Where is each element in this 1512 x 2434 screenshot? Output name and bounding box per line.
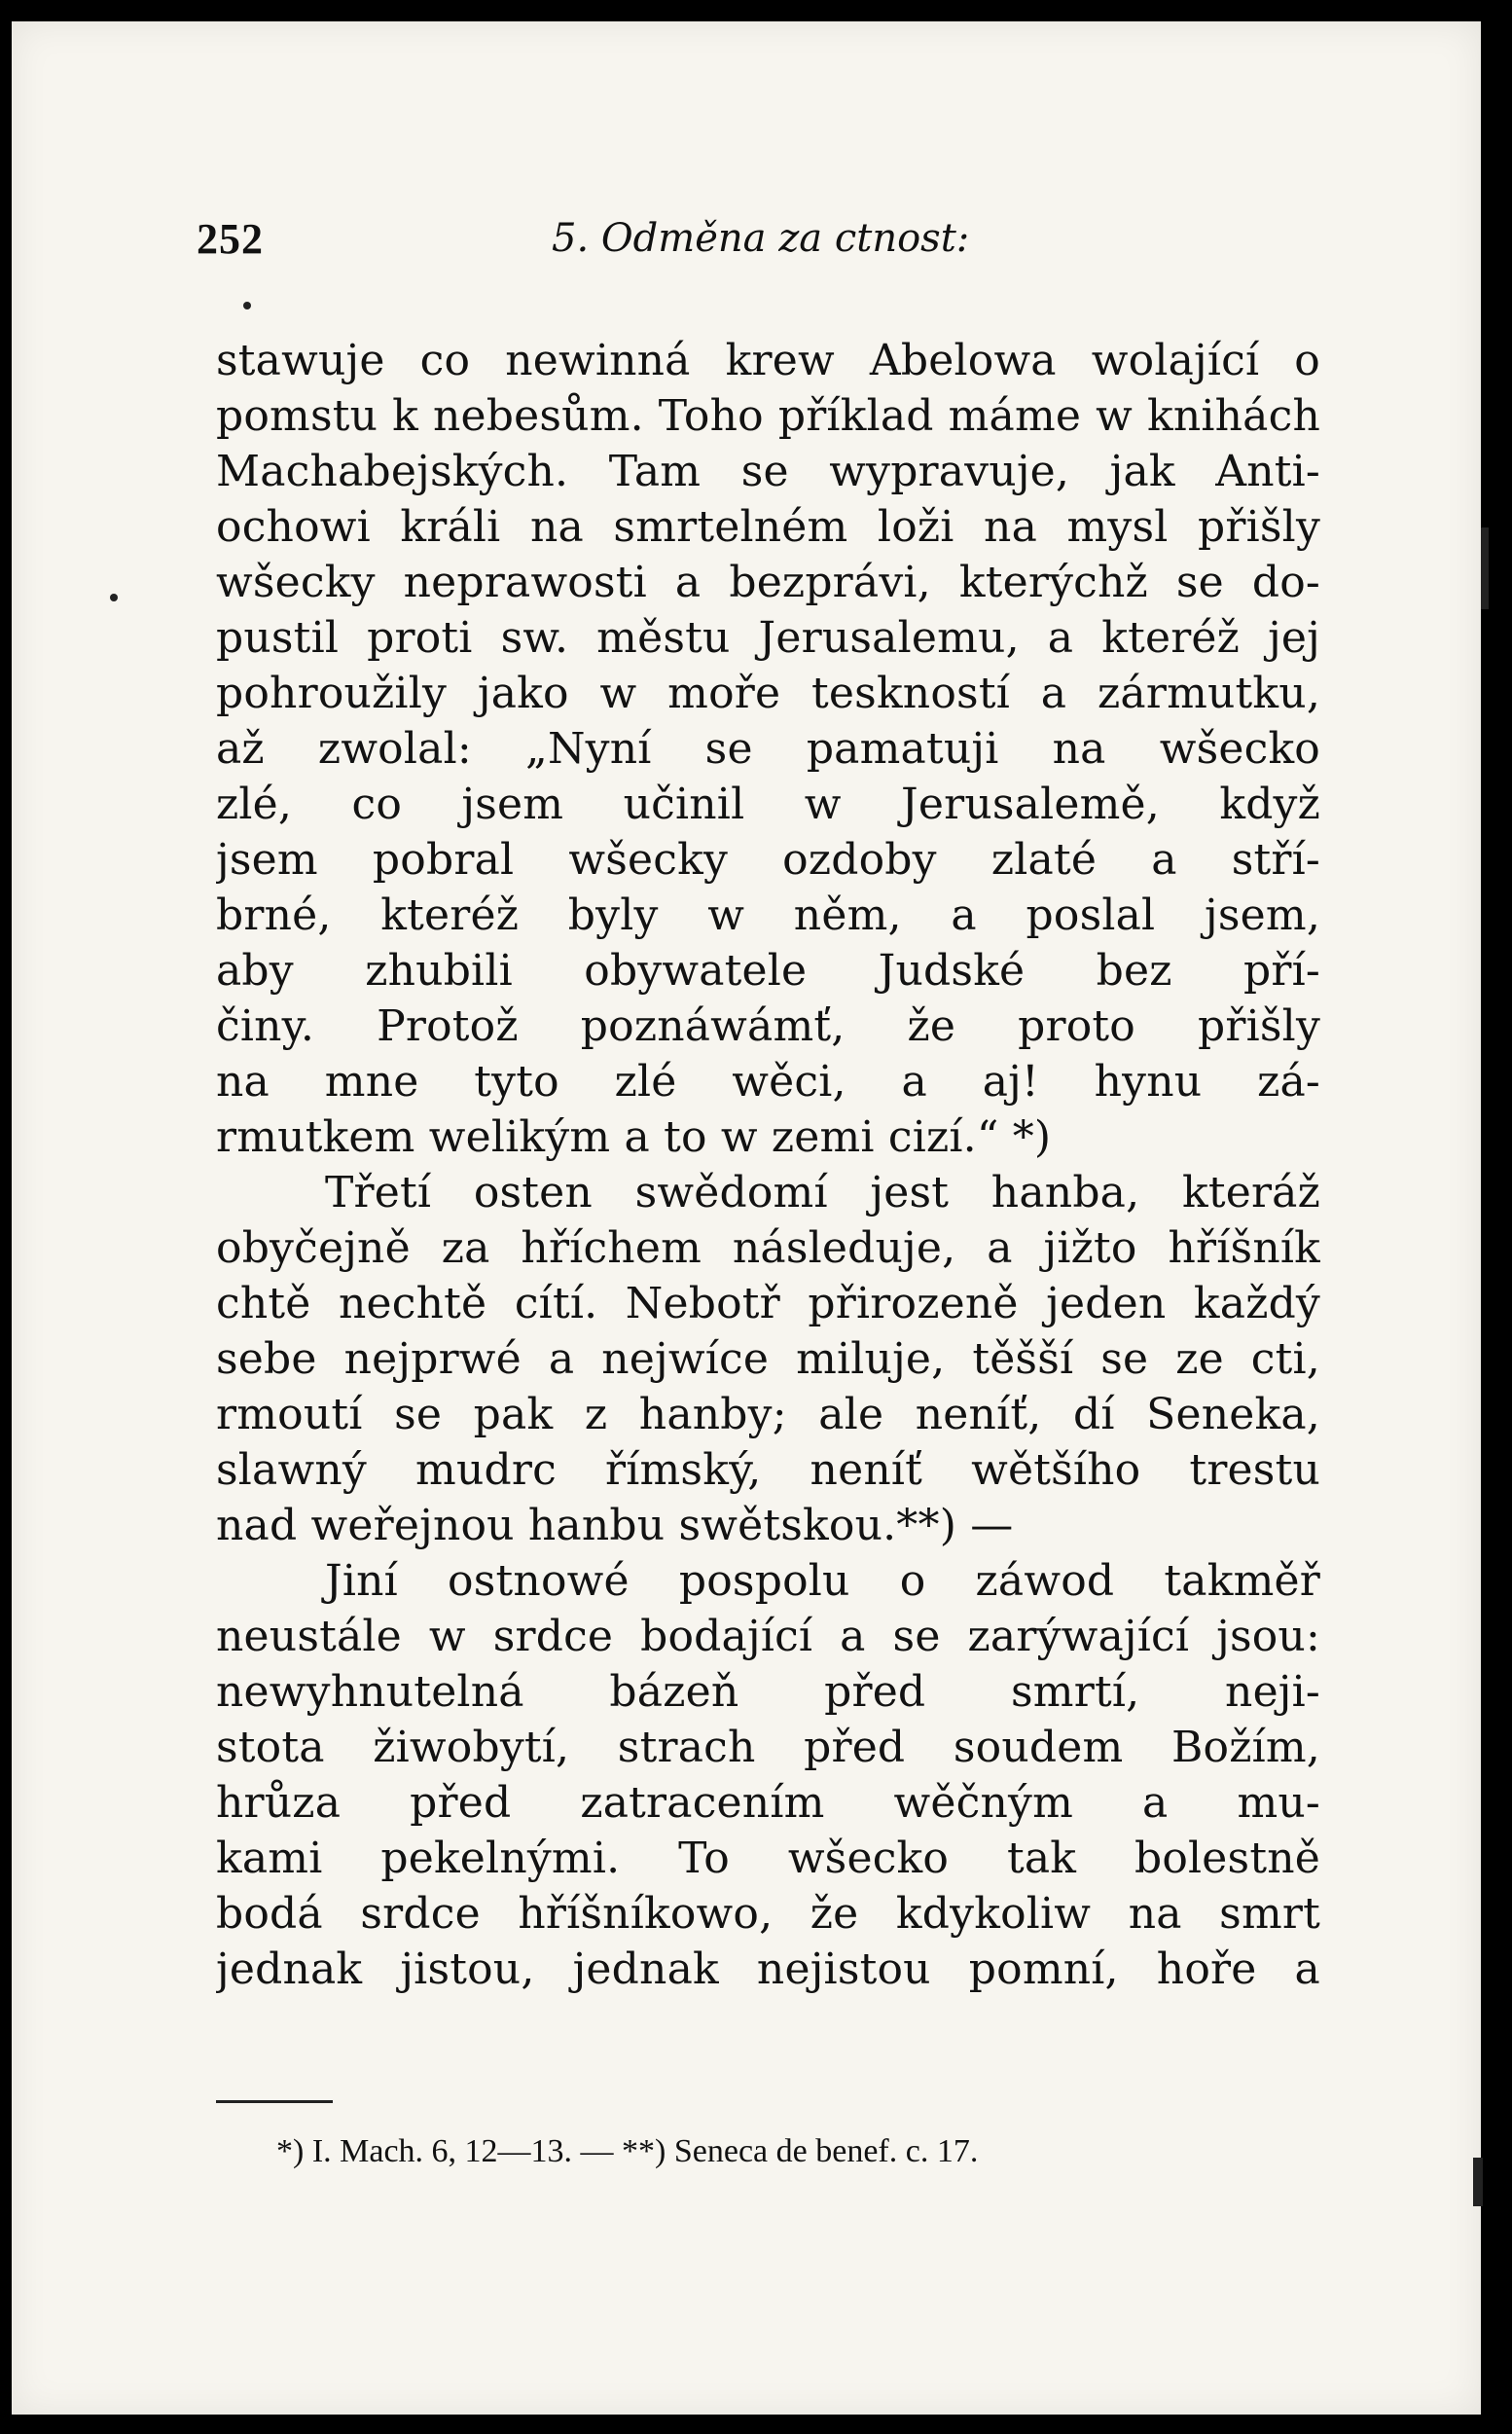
text-line: pomstu k nebesům. Toho příklad máme w knihách	[216, 391, 1320, 441]
text-line: rmoutí se pak z hanby; ale neníť, dí Seneka,	[216, 1390, 1320, 1439]
text-line: brné, kteréž byly w něm, a poslal jsem,	[216, 890, 1320, 940]
page-number: 252	[197, 215, 264, 263]
body-text	[216, 333, 1320, 1997]
running-head: 5. Odměna za ctnost:	[552, 216, 970, 261]
text-line: jsem pobral wšecky ozdoby zlaté a stří-	[216, 835, 1320, 885]
ink-speck	[243, 302, 251, 309]
text-line: Machabejských. Tam se wypravuje, jak Anti-	[216, 447, 1320, 496]
text-line: aby zhubili obywatele Judské bez pří-	[216, 946, 1320, 996]
text-line: chtě nechtě cítí. Nebotř přirozeně jeden každý	[216, 1279, 1320, 1328]
footnote-rule	[216, 2100, 333, 2103]
text-line: Jiní ostnowé pospolu o záwod takměř	[325, 1556, 1320, 1606]
page-edge-mark	[1473, 2158, 1483, 2206]
text-line: nad weřejnou hanbu swětskou.**) —	[216, 1501, 1014, 1550]
text-line: sebe nejprwé a nejwíce miluje, těšší se ze cti,	[216, 1334, 1320, 1384]
text-line: neustále w srdce bodající a se zarýwající jsou:	[216, 1612, 1320, 1661]
text-line: kami pekelnými. To wšecko tak bolestně	[216, 1834, 1320, 1883]
text-line: činy. Protož poznáwámť, že proto přišly	[216, 1001, 1320, 1051]
text-line: zlé, co jsem učinil w Jerusalemě, když	[216, 780, 1320, 829]
page-edge-mark	[1481, 527, 1489, 609]
book-page	[12, 21, 1481, 2415]
text-line: jednak jistou, jednak nejistou pomní, hoře a	[216, 1944, 1320, 1994]
text-line: pohroužily jako w moře teskností a zármutku,	[216, 669, 1320, 718]
text-line: Třetí osten swědomí jest hanba, kteráž	[325, 1168, 1320, 1217]
text-line: ochowi králi na smrtelném loži na mysl přišly	[216, 502, 1320, 552]
text-line: až zwolal: „Nyní se pamatuji na wšecko	[216, 724, 1320, 774]
text-line: pustil proti sw. městu Jerusalemu, a kteréž jej	[216, 613, 1320, 663]
text-line: stawuje co newinná krew Abelowa wolající o	[216, 336, 1320, 385]
footnotes: *) I. Mach. 6, 12—13. — **) Seneca de benef. c. 17.	[276, 2133, 979, 2169]
text-line: bodá srdce hříšníkowo, že kdykoliw na smrt	[216, 1889, 1320, 1939]
text-line: wšecky neprawosti a bezprávi, kterýchž se do-	[216, 558, 1320, 607]
text-line: slawný mudrc římský, neníť wětšího trestu	[216, 1445, 1320, 1495]
text-line: obyčejně za hříchem následuje, a jižto hříšník	[216, 1223, 1320, 1273]
text-line: hrůza před zatracením wěčným a mu-	[216, 1778, 1320, 1828]
text-line: na mne tyto zlé wěci, a aj! hynu zá-	[216, 1057, 1320, 1107]
text-line: newyhnutelná bázeň před smrtí, neji-	[216, 1667, 1320, 1717]
page-header	[197, 214, 1345, 282]
text-line: stota žiwobytí, strach před soudem Božím,	[216, 1723, 1320, 1772]
ink-speck	[110, 594, 118, 601]
text-line: rmutkem welikým a to w zemi cizí.“ *)	[216, 1112, 1052, 1162]
